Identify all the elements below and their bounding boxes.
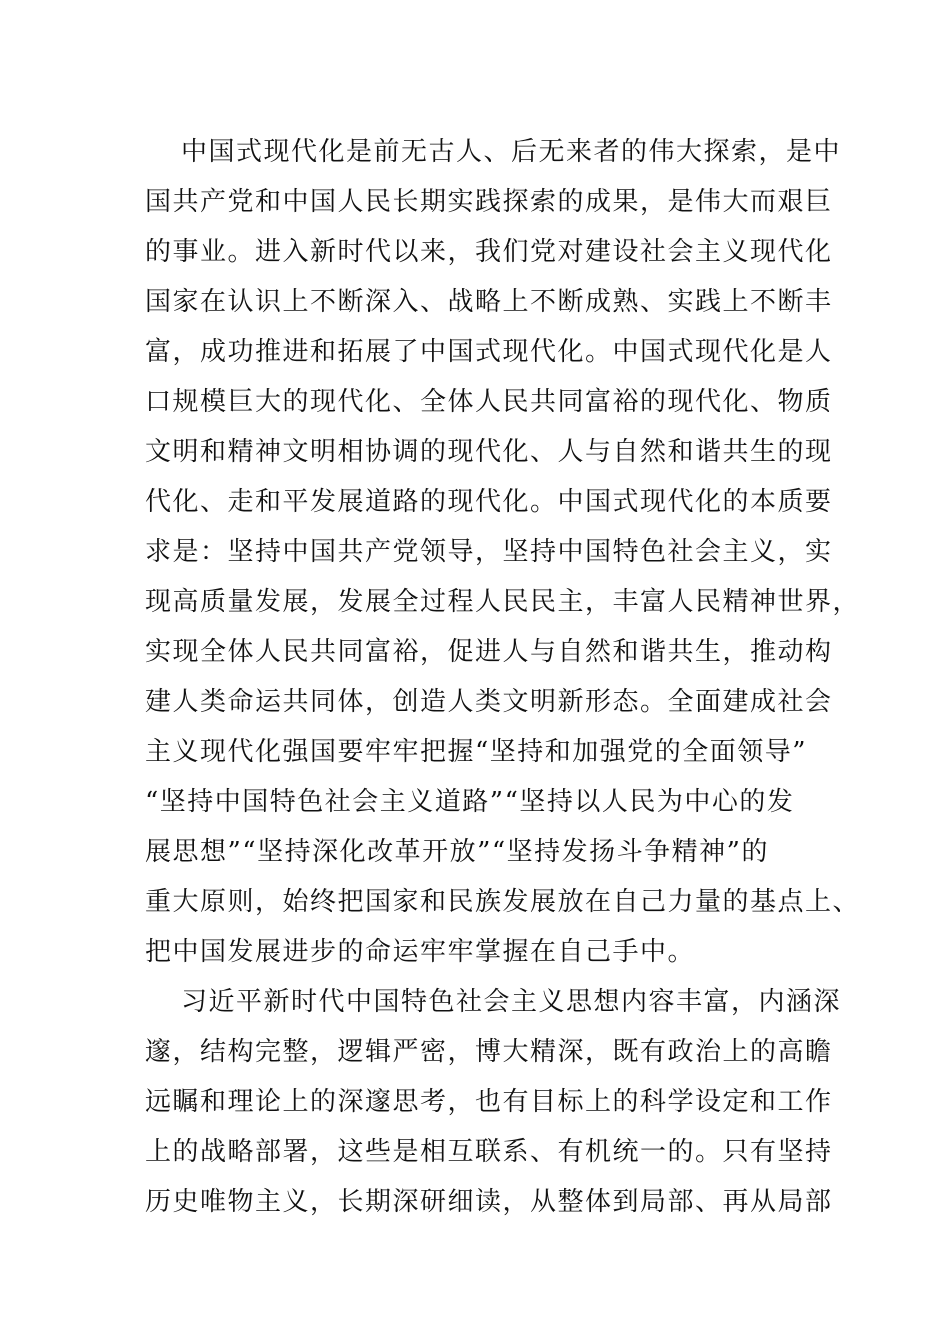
text-line: 现高质量发展，发展全过程人民民主，丰富人民精神世界， <box>145 587 861 617</box>
text-line: 展思想”“坚持深化改革开放”“坚持发扬斗争精神”的 <box>145 837 769 867</box>
text-line: 国家在认识上不断深入、战略上不断成熟、实践上不断丰 <box>145 287 833 317</box>
paragraph-2 <box>145 977 842 1227</box>
text-line: 的事业。进入新时代以来，我们党对建设社会主义现代化 <box>145 237 833 267</box>
text-line: 远瞩和理论上的深邃思考，也有目标上的科学设定和工作 <box>145 1087 833 1117</box>
text-line: 代化、走和平发展道路的现代化。中国式现代化的本质要 <box>145 487 833 517</box>
text-line: 习近平新时代中国特色社会主义思想内容丰富，内涵深 <box>181 987 842 1017</box>
text-line: 建人类命运共同体，创造人类文明新形态。全面建成社会 <box>145 687 833 717</box>
text-line: 把中国发展进步的命运牢牢掌握在自己手中。 <box>145 937 696 967</box>
text-line: 求是：坚持中国共产党领导，坚持中国特色社会主义，实 <box>145 537 833 567</box>
document-body <box>145 127 861 1227</box>
text-line: 历史唯物主义，长期深研细读，从整体到局部、再从局部 <box>145 1187 833 1217</box>
text-line: 中国式现代化是前无古人、后无来者的伟大探索，是中 <box>181 137 842 167</box>
text-line: 上的战略部署，这些是相互联系、有机统一的。只有坚持 <box>145 1137 833 1167</box>
text-line: 富，成功推进和拓展了中国式现代化。中国式现代化是人 <box>145 337 833 367</box>
text-line: 重大原则，始终把国家和民族发展放在自己力量的基点上、 <box>145 887 861 917</box>
text-line: 主义现代化强国要牢牢把握“坚持和加强党的全面领导” <box>145 737 808 767</box>
text-line: 邃，结构完整，逻辑严密，博大精深，既有政治上的高瞻 <box>145 1037 833 1067</box>
text-line: 文明和精神文明相协调的现代化、人与自然和谐共生的现 <box>145 437 833 467</box>
text-line: 口规模巨大的现代化、全体人民共同富裕的现代化、物质 <box>145 387 833 417</box>
text-line: 实现全体人民共同富裕，促进人与自然和谐共生，推动构 <box>145 637 833 667</box>
text-line: “坚持中国特色社会主义道路”“坚持以人民为中心的发 <box>145 787 795 817</box>
text-line: 国共产党和中国人民长期实践探索的成果，是伟大而艰巨 <box>145 187 833 217</box>
paragraph-1 <box>145 127 861 977</box>
